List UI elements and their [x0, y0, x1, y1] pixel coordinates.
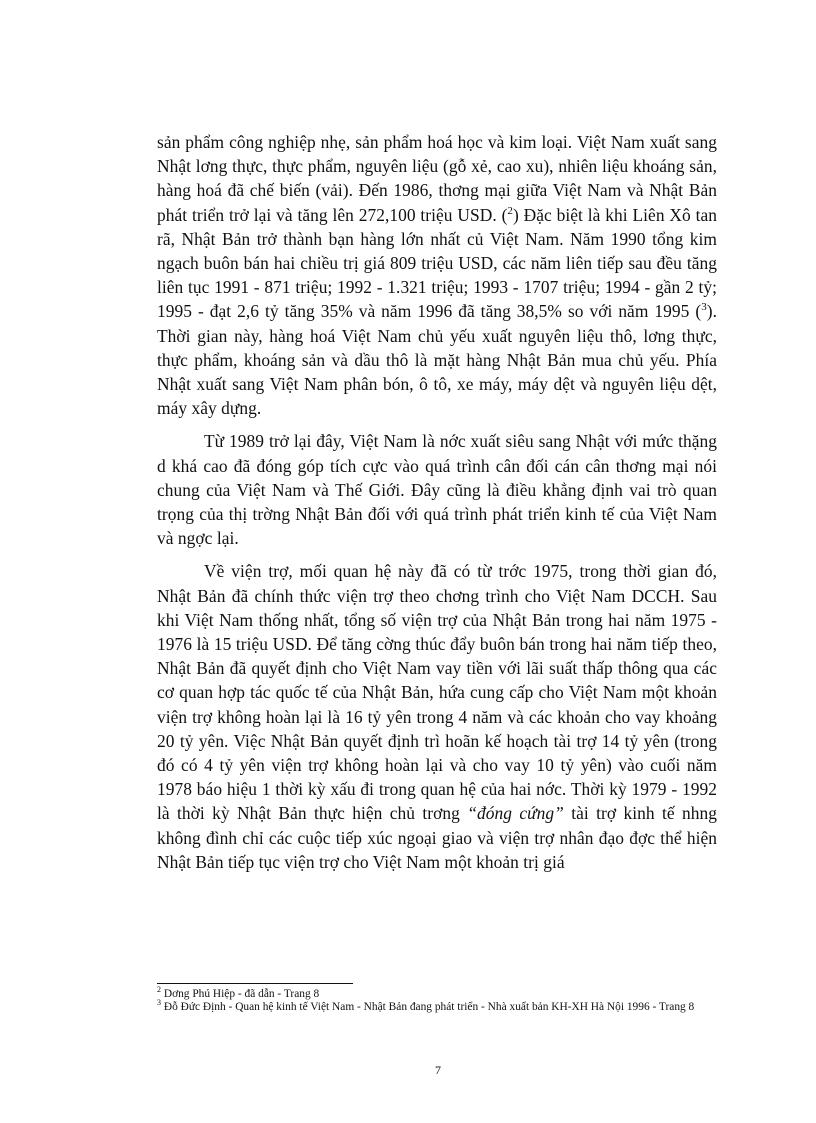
page-number: 7: [435, 1063, 441, 1077]
footnote-separator: [157, 983, 353, 984]
footnote-number: 2: [157, 985, 161, 995]
footnote-3: [157, 997, 722, 1014]
footnote-reference: 2: [507, 204, 513, 217]
text-run: tài trợ kinh tế nhng không đình chỉ các cuộc tiếp xúc ngoại giao và viện trợ nhân đạo đợc thể hiện Nhật Bản tiếp tục viện trợ cho Việt Nam một khoản trị giá: [157, 803, 717, 872]
footnote-text: Dơng Phú Hiệp - đã dẫn - Trang 8: [161, 988, 320, 1000]
text-run: sản phẩm công nghiệp nhẹ, sản phẩm hoá học và kim loại. Việt Nam xuất sang Nhật lơng thực, thực phẩm, nguyên liệu (gỗ xẻ, cao xu), nhiên liệu khoáng sản, hàng hoá đã chế biến (vải). Đến 1986, thơng mại giữa Việt Nam và Nhật Bản phát triển trở lại và tăng lên 272,100 triệu USD. (: [157, 132, 717, 225]
text-run: ). Thời gian này, hàng hoá Việt Nam chủ yếu xuất nguyên liệu thô, lơng thực, thực phẩm, khoáng sản và dầu thô là mặt hàng Nhật Bản mua chủ yếu. Phía Nhật xuất sang Việt Nam phân bón, ô tô, xe máy, máy dệt và nguyên liệu dệt, máy xây dựng.: [157, 301, 717, 419]
text-run: Về viện trợ, mối quan hệ này đã có từ trớc 1975, trong thời gian đó, Nhật Bản đã chính thức viện trợ theo chơng trình cho Việt Nam DCCH. Sau khi Việt Nam thống nhất, tổng số viện trợ của Nhật Bản trong hai năm 1975 - 1976 là 15 triệu USD. Để tăng cờng thúc đẩy buôn bán trong hai năm tiếp theo, Nhật Bản đã quyết định cho Việt Nam vay tiền với lãi suất thấp thông qua các cơ quan hợp tác quốc tế của Nhật Bản, hứa cung cấp cho Việt Nam một khoản viện trợ không hoàn lại là 16 tỷ yên trong 4 năm và các khoản cho vay khoảng 20 tỷ yên. Việc Nhật Bản quyết định trì hoãn kế hoạch tài trợ 14 tỷ yên (trong đó có 4 tỷ yên viện trợ không hoàn lại và cho vay 10 tỷ yên) vào cuối năm 1978 báo hiệu 1 thời kỳ xấu đi trong quan hệ của hai nớc. Thời kỳ 1979 - 1992 là thời kỳ Nhật Bản thực hiện chủ trơng: [157, 561, 717, 824]
paragraph-trade-surplus: [157, 429, 717, 550]
paragraph-trade: [157, 130, 717, 420]
text-run: Từ 1989 trở lại đây, Việt Nam là nớc xuất siêu sang Nhật với mức thặng d khá cao đã đóng góp tích cực vào quá trình cân đối cán cân thơng mại nói chung của Việt Nam và Thế Giới. Đây cũng là điều khẳng định vai trò quan trọng của thị trờng Nhật Bản đối với quá trình phát triển kinh tế của Việt Nam và ngợc lại.: [157, 431, 717, 549]
paragraph-aid: [157, 559, 717, 874]
text-run: ) Đặc biệt là khi Liên Xô tan rã, Nhật Bản trở thành bạn hàng lớn nhất củ Việt Nam. Năm 1990 tổng kim ngạch buôn bán hai chiều trị giá 809 triệu USD, các năm liên tiếp sau đều tăng liên tục 1991 - 871 triệu; 1992 - 1.321 triệu; 1993 - 1707 triệu; 1994 - gần 2 tỷ; 1995 - đạt 2,6 tỷ tăng 35% và năm 1996 đã tăng 38,5% so với năm 1995 (: [157, 204, 717, 322]
footnote-2: [157, 985, 722, 1001]
footnote-reference: 3: [701, 301, 707, 314]
footnote-text: Đỗ Đức Định - Quan hệ kinh tế Việt Nam - Nhật Bản đang phát triển - Nhà xuất bản KH-XH Hà Nội 1996 - Trang 8: [161, 1000, 695, 1013]
body-text: [157, 130, 717, 883]
italic-text: “đóng cứng”: [467, 803, 564, 824]
footnote-number: 3: [157, 997, 161, 1007]
footnotes: [157, 985, 722, 1013]
